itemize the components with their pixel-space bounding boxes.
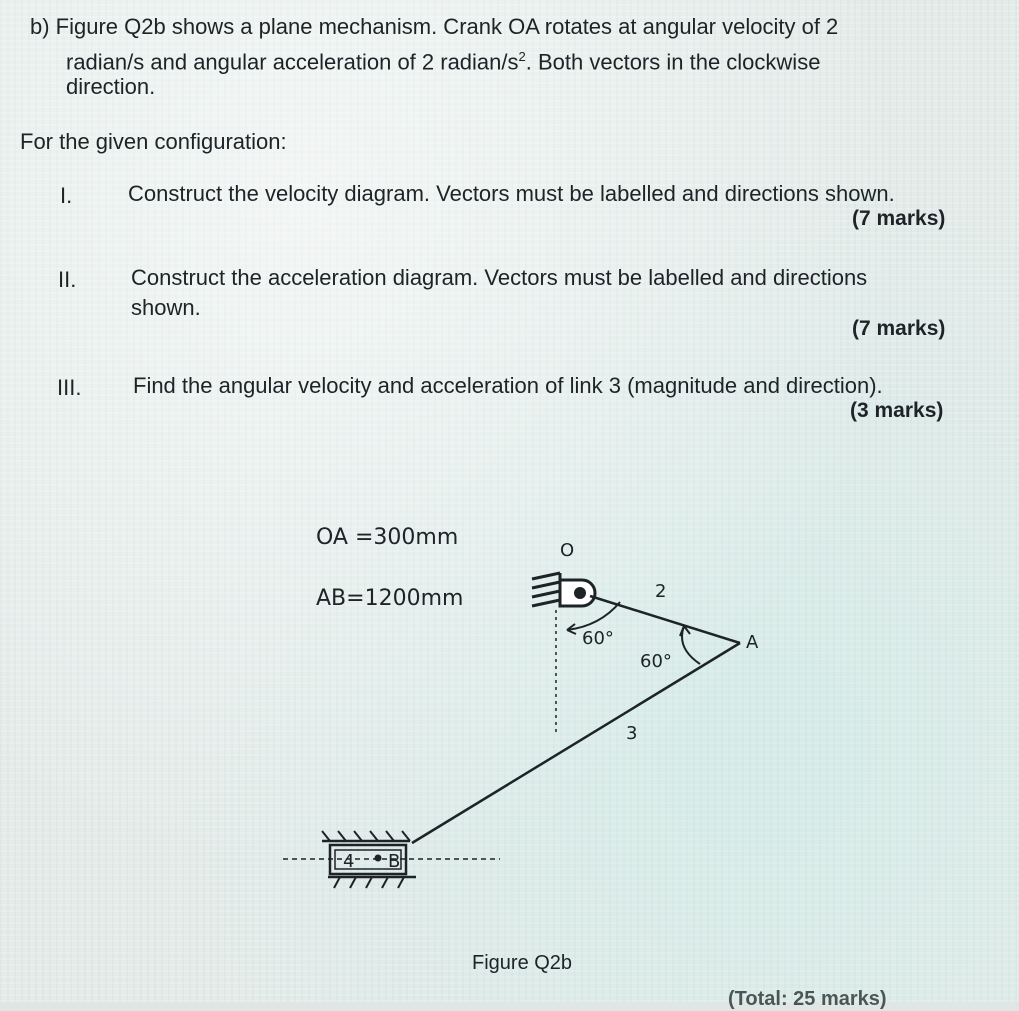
part-2-text: Construct the acceleration diagram. Vectors must be labelled and directions <box>131 265 868 290</box>
part-3-marks: (3 marks) <box>850 399 944 422</box>
intro-line-2-superscript: 2 <box>518 49 526 64</box>
intro-line-3: direction. <box>66 74 156 99</box>
figure-caption: Figure Q2b <box>472 952 573 974</box>
total-marks-cut-off: (Total: 25 marks) <box>728 988 887 1010</box>
intro-line-1: b) Figure Q2b shows a plane mechanism. Crank OA rotates at angular velocity of 2 <box>30 14 839 39</box>
label-link-3: 3 <box>626 723 638 744</box>
part-1-marks: (7 marks) <box>852 207 946 230</box>
label-link-2: 2 <box>655 581 667 602</box>
part-2-text-continued: shown. <box>131 295 201 320</box>
part-2-number: II. <box>58 267 77 292</box>
part-1-text: Construct the velocity diagram. Vectors must be labelled and directions shown. <box>128 181 895 206</box>
joint-b-pin <box>375 855 382 862</box>
part-2-marks: (7 marks) <box>852 317 946 340</box>
pivot-o-pin <box>574 587 586 599</box>
angle-arc-a <box>682 626 700 664</box>
upper-guide-hatch <box>322 831 410 841</box>
ab-dimension: AB=1200mm <box>316 586 464 611</box>
part-3-text: Find the angular velocity and acceleration of link 3 (magnitude and direction). <box>133 373 883 398</box>
coupler-ab-link-3 <box>412 643 740 843</box>
label-b: B <box>388 851 401 872</box>
intro-line-2-a: radian/s and angular acceleration of 2 radian/s <box>66 49 519 75</box>
part-1-number: I. <box>60 183 73 208</box>
lower-guide-hatch <box>334 877 404 888</box>
angle-label-a: 60° <box>640 651 672 672</box>
label-o: O <box>560 540 575 561</box>
given-configuration-heading: For the given configuration: <box>20 129 287 154</box>
intro-line-2-b: . Both vectors in the clockwise <box>525 49 821 75</box>
pivot-o-ground <box>532 573 560 606</box>
part-3-number: III. <box>57 375 82 400</box>
angle-label-o: 60° <box>582 628 614 649</box>
oa-dimension: OA =300mm <box>316 525 459 550</box>
label-link-4: 4 <box>343 851 355 872</box>
label-a: A <box>746 632 759 653</box>
